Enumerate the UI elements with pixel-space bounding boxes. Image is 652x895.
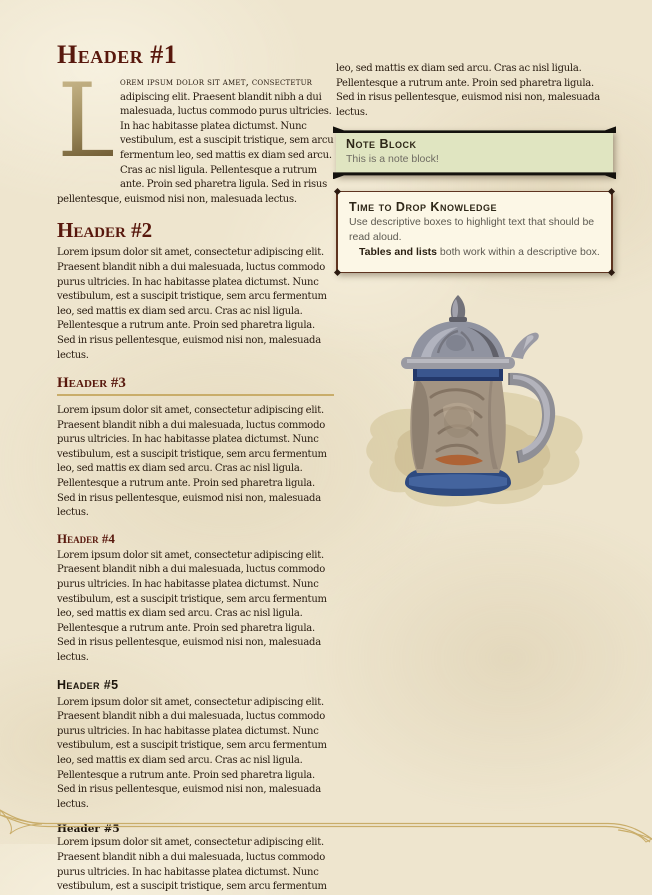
dropcap-paragraph [57, 62, 334, 207]
paragraph: Lorem ipsum dolor sit amet, consectetur adipiscing elit. Praesent blandit nibh a dui malesuada, luctus commodo purus ultricies. In hac habitasse platea dictumst. Nunc vestibulum, est a suscipit tristique, sem arcu fermentum leo, sed mattis ex diam sed arcu. Cras ac nisl ligula. Pellentesque a rutrum ante. Proin sed pharetra ligula. Sed in risus pellentesque, euismod nisi non, malesuada lectus. [57, 405, 327, 519]
paragraph: Lorem ipsum dolor sit amet, consectetur adipiscing elit. Praesent blandit nibh a dui malesuada, luctus commodo purus ultricies. In hac habitasse platea dictumst. Nunc vestibulum, est a suscipit tristique, sem arcu fermentum leo, sed mattis ex diam sed arcu. Cras ac nisl ligula. Pellentesque a rutrum ante. Proin sed pharetra ligula. Sed in risus pellentesque, euismod nisi non, malesuada lectus. [57, 247, 327, 361]
truncated-paragraph: Lorem ipsum dolor sit amet, consectetur adipiscing elit. Praesent blandit nibh a dui malesuada, luctus commodo purus ultricies. In hac habitasse platea dictumst. Nunc vestibulum, est a suscipit tristique, sem arcu fermentum [57, 837, 327, 893]
right-column [336, 40, 613, 806]
image-container [336, 287, 613, 523]
note-block-bottom-bar [333, 172, 616, 179]
paragraph-text: adipiscing elit. Praesent blandit nibh a dui malesuada, luctus commodo purus ultricies. In hac habitasse platea dictumst. Nunc vestibulum, est a suscipit tristique, sem arcu fermentum leo, sed mattis ex diam sed arcu. Cras ac nisl ligula. Pellentesque a rutrum ante. Proin sed pharetra ligula. Sed in risus pellentesque, euismod nisi non, malesuada lectus. [57, 91, 334, 205]
paragraph: Lorem ipsum dolor sit amet, consectetur adipiscing elit. Praesent blandit nibh a dui malesuada, luctus commodo purus ultricies. In hac habitasse platea dictumst. Nunc vestibulum, est a suscipit tristique, sem arcu fermentum leo, sed mattis ex diam sed arcu. Cras ac nisl ligula. Pellentesque a rutrum ante. Proin sed pharetra ligula. Sed in risus pellentesque, euismod nisi non, malesuada lectus. [57, 696, 327, 810]
descriptive-box [336, 191, 613, 273]
header-4: Header #4 [57, 530, 115, 546]
paragraph: Lorem ipsum dolor sit amet, consectetur adipiscing elit. Praesent blandit nibh a dui malesuada, luctus commodo purus ultricies. In hac habitasse platea dictumst. Nunc vestibulum, est a suscipit tristique, sem arcu fermentum leo, sed mattis ex diam sed arcu. Cras ac nisl ligula. Pellentesque a rutrum ante. Proin sed pharetra ligula. Sed in risus pellentesque, euismod nisi non, malesuada lectus. [57, 549, 327, 663]
note-block [336, 130, 613, 175]
leadin-small-caps: orem ipsum dolor sit amet, consectetur [120, 77, 313, 88]
descriptive-box-title: Time to Drop Knowledge [349, 200, 497, 215]
header-3: Header #3 [57, 375, 334, 396]
descriptive-box-bold: Tables and lists [359, 246, 437, 259]
note-block-title: Note Block [346, 137, 417, 152]
header-2: Header #2 [57, 218, 153, 243]
note-block-body: This is a note block! [346, 153, 439, 166]
header-5: Header #5 [57, 677, 119, 692]
note-block-top-bar [333, 126, 616, 133]
footer-flourish [0, 808, 652, 844]
corner-diamond-icon [334, 269, 341, 276]
descriptive-box-line2-rest: both work within a descriptive box. [437, 246, 600, 259]
header-5-bold: Header #5 [57, 823, 120, 836]
corner-diamond-icon [608, 188, 615, 195]
beer-stein-illustration [343, 287, 607, 519]
corner-diamond-icon [608, 269, 615, 276]
descriptive-box-line2 [349, 245, 600, 260]
header-1: Header #1 [57, 40, 178, 69]
descriptive-box-line1: Use descriptive boxes to highlight text that should be read aloud. [349, 216, 595, 244]
corner-diamond-icon [334, 188, 341, 195]
drop-cap-letter: L [57, 62, 125, 181]
continuation-paragraph: leo, sed mattis ex diam sed arcu. Cras ac nisl ligula. Pellentesque a rutrum ante. Proin sed pharetra ligula. Sed in risus pellentesque, euismod nisi non, malesuada lectus. [336, 63, 600, 118]
left-column [57, 40, 334, 893]
